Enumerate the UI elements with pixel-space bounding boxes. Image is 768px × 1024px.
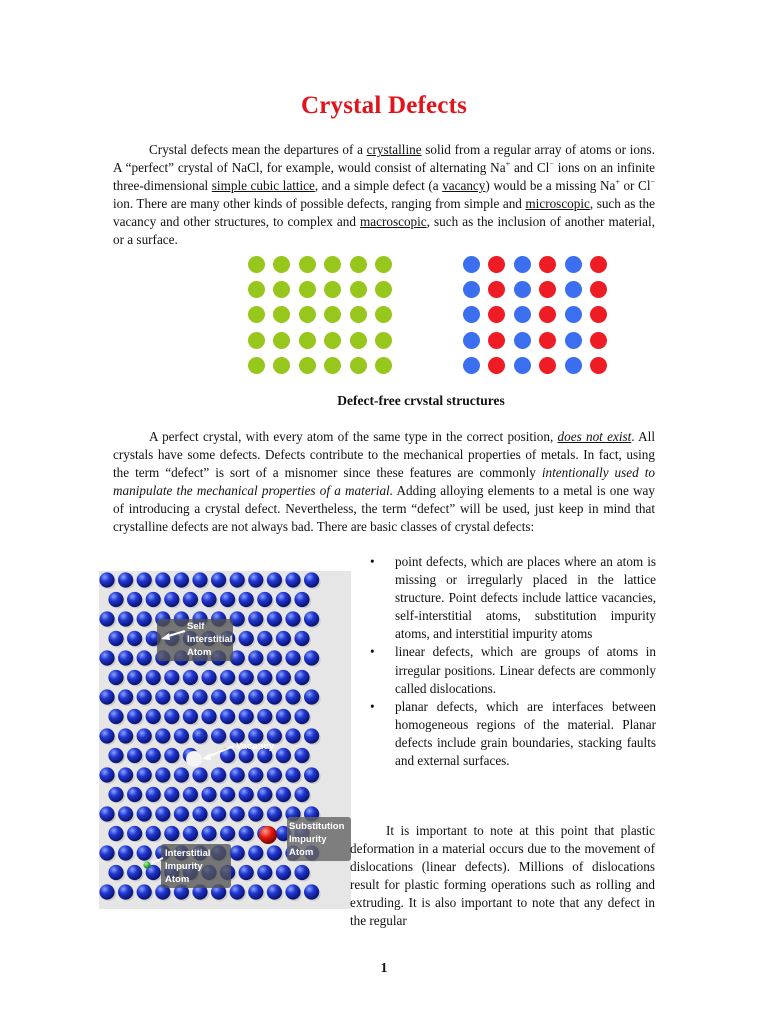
lattice-atom <box>192 806 207 821</box>
lattice-atom <box>108 865 123 880</box>
lattice-atom <box>164 592 179 607</box>
lattice-atom <box>304 650 319 665</box>
lattice-atom <box>220 787 235 802</box>
chlorine-atom <box>539 281 556 298</box>
lattice-atom <box>239 631 254 646</box>
lattice-atom <box>267 572 282 587</box>
lattice-atom <box>108 826 123 841</box>
chlorine-atom <box>539 332 556 349</box>
green-atom <box>350 306 367 323</box>
chlorine-atom <box>590 357 607 374</box>
green-atom <box>350 332 367 349</box>
sodium-atom <box>514 256 531 273</box>
list-item-point-defects <box>366 553 656 643</box>
lattice-atom <box>239 865 254 880</box>
crystalline-link[interactable]: crystalline <box>366 142 422 157</box>
chlorine-atom <box>539 306 556 323</box>
lattice-atom <box>108 631 123 646</box>
green-atom <box>375 256 392 273</box>
lattice-atom <box>248 611 263 626</box>
does-not-exist-link[interactable]: does not exist <box>557 429 632 444</box>
lattice-atom <box>118 572 133 587</box>
superscript-minus: − <box>650 177 655 187</box>
vacancy-site <box>186 751 202 767</box>
lattice-atom <box>99 884 114 899</box>
lattice-atom <box>146 826 161 841</box>
sodium-atom <box>463 306 480 323</box>
chlorine-atom <box>590 332 607 349</box>
lattice-atom <box>294 865 309 880</box>
lattice-atom <box>257 592 272 607</box>
lattice-atom <box>294 592 309 607</box>
green-atom <box>248 281 265 298</box>
green-atom <box>273 256 290 273</box>
lattice-atom <box>211 572 226 587</box>
figure-caption: Defect-free crvstal structures <box>337 393 505 408</box>
green-atom <box>299 306 316 323</box>
self-interstitial-label: Atom <box>187 647 212 658</box>
sodium-atom <box>565 306 582 323</box>
green-atom <box>375 306 392 323</box>
green-atom <box>324 256 341 273</box>
lattice-atom <box>118 650 133 665</box>
lattice-atom <box>294 631 309 646</box>
sodium-atom <box>463 332 480 349</box>
lattice-atom <box>294 748 309 763</box>
lattice-atom <box>108 670 123 685</box>
para-text: . All crystals have some defects. Defects contribute to the mechanical properties of metals. In fact, using the term “defect” is sort of a misnomer since these features are commonly <box>113 429 655 481</box>
lattice-atom <box>211 689 226 704</box>
page-number: 1 <box>380 961 388 976</box>
lattice-atom <box>248 572 263 587</box>
lattice-atom <box>99 767 114 782</box>
lattice-atom <box>239 670 254 685</box>
chlorine-atom <box>488 306 505 323</box>
lattice-atom <box>257 865 272 880</box>
lattice-atom <box>183 670 198 685</box>
lattice-atom <box>248 767 263 782</box>
lattice-atom <box>276 865 291 880</box>
lattice-atom <box>146 709 161 724</box>
lattice-atom <box>239 709 254 724</box>
lattice-atom <box>276 748 291 763</box>
lattice-atom <box>164 787 179 802</box>
lattice-atom <box>118 767 133 782</box>
bullet-icon: • <box>370 554 375 569</box>
substitution-impurity-atom <box>259 826 277 844</box>
self-interstitial-label: Self <box>187 621 205 632</box>
green-atom <box>375 357 392 374</box>
green-atom <box>299 256 316 273</box>
green-atom-grid <box>248 256 392 374</box>
list-item-text: planar defects, which are interfaces between homogeneous regions of the material. Planar defects include grain boundaries, stacking faults and external surfaces. <box>395 698 656 769</box>
green-atom <box>375 281 392 298</box>
lattice-atom <box>146 592 161 607</box>
lattice-atom <box>201 787 216 802</box>
vacancy-link[interactable]: vacancy <box>442 178 486 194</box>
lattice-atom <box>304 767 319 782</box>
green-atom <box>273 357 290 374</box>
green-atom <box>248 256 265 273</box>
defect-class-list <box>366 553 656 770</box>
lattice-atom <box>304 611 319 626</box>
lattice-atom <box>155 728 170 743</box>
green-atom <box>248 357 265 374</box>
intro-text: , and a simple defect (a <box>314 178 443 194</box>
lattice-atom <box>267 611 282 626</box>
lattice-atom <box>285 611 300 626</box>
lattice-atom <box>257 631 272 646</box>
green-atom <box>350 357 367 374</box>
chlorine-atom <box>590 256 607 273</box>
lattice-atom <box>118 806 133 821</box>
intro-paragraph <box>113 141 655 250</box>
green-atom <box>324 281 341 298</box>
lattice-atom <box>174 572 189 587</box>
lattice-atom <box>230 689 245 704</box>
list-item-linear-defects <box>366 643 656 697</box>
interstitial-impurity-label: Interstitial <box>165 848 211 859</box>
lattice-atom <box>211 767 226 782</box>
lattice-atom <box>174 767 189 782</box>
lattice-atom <box>127 670 142 685</box>
lattice-atom <box>276 592 291 607</box>
green-atom <box>350 281 367 298</box>
lattice-atom <box>164 709 179 724</box>
green-atom <box>299 357 316 374</box>
chlorine-atom <box>539 256 556 273</box>
chlorine-atom <box>488 357 505 374</box>
lattice-atom <box>220 709 235 724</box>
lattice-atom <box>276 787 291 802</box>
lattice-atom <box>201 709 216 724</box>
sodium-atom <box>565 332 582 349</box>
lattice-atom <box>99 611 114 626</box>
microscopic-link[interactable]: microscopic <box>525 196 590 212</box>
lattice-atom <box>304 884 319 899</box>
green-atom <box>350 256 367 273</box>
lattice-atom <box>127 748 142 763</box>
lattice-atom <box>267 884 282 899</box>
lattice-atom <box>146 670 161 685</box>
macroscopic-link[interactable]: macroscopic <box>360 214 427 230</box>
lattice-atom <box>276 709 291 724</box>
lattice-atom <box>211 728 226 743</box>
sodium-atom <box>463 357 480 374</box>
lattice-atom <box>192 767 207 782</box>
lattice-atom <box>239 826 254 841</box>
green-atom <box>324 332 341 349</box>
lattice-atom <box>192 572 207 587</box>
lattice-atom <box>137 572 152 587</box>
chlorine-atom <box>590 281 607 298</box>
sodium-atom <box>463 256 480 273</box>
lattice-atom <box>99 806 114 821</box>
lattice-atom <box>230 767 245 782</box>
lattice-atom <box>267 689 282 704</box>
lattice-atom <box>118 611 133 626</box>
lattice-atom <box>127 592 142 607</box>
substitution-impurity-label: Atom <box>289 847 314 858</box>
lattice-atom <box>294 709 309 724</box>
intro-text: and Cl <box>510 160 550 176</box>
lattice-atom <box>294 670 309 685</box>
lattice-atom <box>257 670 272 685</box>
lattice-atom <box>230 845 245 860</box>
lattice-atom <box>155 572 170 587</box>
lattice-atom <box>201 592 216 607</box>
lattice-atom <box>137 728 152 743</box>
page-title: Crystal Defects <box>300 92 468 119</box>
lattice-atom <box>174 689 189 704</box>
lattice-atom <box>164 826 179 841</box>
intro-text: Crystal defects mean the departures of a <box>149 142 367 157</box>
lattice-atom <box>99 650 114 665</box>
lattice-atom <box>239 787 254 802</box>
interstitial-impurity-label: Impurity <box>165 861 203 872</box>
lattice-atom <box>294 787 309 802</box>
lattice-atom <box>146 787 161 802</box>
lattice-atom <box>137 884 152 899</box>
lattice-atom <box>118 689 133 704</box>
lattice-atom <box>108 592 123 607</box>
para-text: A perfect crystal, with every atom of the same type in the correct position, <box>149 429 558 444</box>
list-item-text: point defects, which are places where an atom is missing or irregularly placed in the lattice structure. Point defects include lattice vacancies, self-interstitial atoms, substitution impurity atoms, and interstitial impurity atoms <box>395 554 656 642</box>
sodium-atom <box>514 306 531 323</box>
lattice-atom <box>220 670 235 685</box>
lattice-atom <box>118 728 133 743</box>
lattice-atom <box>146 748 161 763</box>
lattice-atom <box>267 845 282 860</box>
lattice-atom <box>192 728 207 743</box>
intro-text: ions on an infinite three-dimensional <box>113 160 655 194</box>
substitution-impurity-label: Impurity <box>289 834 327 845</box>
lattice-atom <box>285 689 300 704</box>
lattice-atom <box>137 689 152 704</box>
interstitial-impurity-label: Atom <box>165 874 190 885</box>
para-text: Adding alloying elements to a metal is one way of introducing a crystal defect. Nevertheless, the term “defect” will be used, just keep in mind that crystalline defects are not always bad. There are basic classes of crystal defects: <box>113 483 656 535</box>
lattice-atom <box>304 689 319 704</box>
lattice-atom <box>99 728 114 743</box>
lattice-atom <box>220 826 235 841</box>
self-interstitial-label: Interstitial <box>187 634 233 645</box>
list-item-text: linear defects, which are groups of atoms in irregular positions. Linear defects are commonly called dislocations. <box>395 644 656 696</box>
lattice-atom <box>276 670 291 685</box>
green-atom <box>248 306 265 323</box>
green-atom <box>273 281 290 298</box>
sodium-atom <box>565 357 582 374</box>
lattice-atom <box>257 709 272 724</box>
lattice-atom <box>137 767 152 782</box>
sodium-atom <box>565 281 582 298</box>
sodium-atom <box>514 281 531 298</box>
bullet-icon: • <box>370 644 375 660</box>
green-atom <box>248 332 265 349</box>
lattice-atom <box>164 748 179 763</box>
superscript-plus: + <box>505 159 511 169</box>
lattice-atom <box>248 845 263 860</box>
lattice-atom <box>220 592 235 607</box>
lattice-atom <box>267 806 282 821</box>
intro-text: solid from a regular array of atoms or ions. A “perfect” crystal of NaCl, for example, would consist of alternating Na <box>113 142 655 176</box>
lattice-atom <box>285 650 300 665</box>
lattice-atom <box>108 748 123 763</box>
sodium-atom <box>463 281 480 298</box>
lattice-atom <box>257 787 272 802</box>
substitution-impurity-label: Substitution <box>289 821 345 832</box>
lattice-atom <box>183 709 198 724</box>
vacancy-label: Vacancy <box>236 741 275 752</box>
lattice-atom <box>183 787 198 802</box>
lattice-atom <box>108 709 123 724</box>
intro-text: , such as the vacancy and other structures, to complex and <box>113 196 655 230</box>
lattice-atom <box>127 709 142 724</box>
chlorine-atom <box>590 306 607 323</box>
green-atom <box>273 332 290 349</box>
lattice-atom <box>304 728 319 743</box>
nacl-atom-grid <box>463 256 607 374</box>
lattice-atom <box>127 826 142 841</box>
intro-text: ) would be a missing Na <box>485 178 616 194</box>
lattice-atom <box>267 650 282 665</box>
lattice-atom <box>137 845 152 860</box>
lattice-atom <box>248 689 263 704</box>
emphasis-text: intentionally used to manipulate the mechanical properties of a material. <box>113 465 655 499</box>
sodium-atom <box>565 256 582 273</box>
lattice-atom <box>267 767 282 782</box>
green-atom <box>273 306 290 323</box>
lattice-atom <box>285 767 300 782</box>
lattice-atom <box>155 806 170 821</box>
simple-cubic-lattice-link[interactable]: simple cubic lattice <box>211 178 315 194</box>
lattice-atom <box>183 826 198 841</box>
lattice-atom <box>192 689 207 704</box>
lattice-atom <box>183 592 198 607</box>
lattice-atom <box>285 572 300 587</box>
bullet-icon: • <box>370 698 375 714</box>
dislocation-paragraph: It is important to note at this point that plastic deformation in a material occurs due to the movement of dislocations (linear defects). Millions of dislocations result for plastic forming operations such as rolling and extruding. It is also important to note that any defect in the regular <box>350 823 655 929</box>
lattice-atom <box>174 728 189 743</box>
body-paragraph <box>113 428 655 537</box>
lattice-atom <box>127 865 142 880</box>
superscript-plus: + <box>615 177 620 187</box>
lattice-atom <box>304 572 319 587</box>
lattice-atom <box>248 650 263 665</box>
lattice-atom <box>118 884 133 899</box>
chlorine-atom <box>488 281 505 298</box>
lattice-atom <box>239 592 254 607</box>
chlorine-atom <box>488 256 505 273</box>
lattice-atom <box>248 884 263 899</box>
green-atom <box>299 332 316 349</box>
green-atom <box>299 281 316 298</box>
lattice-atom <box>248 806 263 821</box>
lattice-atom <box>230 572 245 587</box>
intro-text: or Cl <box>619 178 651 194</box>
lattice-atom <box>137 806 152 821</box>
lattice-atom <box>211 806 226 821</box>
lattice-atom <box>118 845 133 860</box>
lattice-atom <box>155 767 170 782</box>
lattice-atom <box>155 689 170 704</box>
list-item-planar-defects <box>366 698 656 770</box>
chlorine-atom <box>539 357 556 374</box>
lattice-atom <box>137 611 152 626</box>
intro-text: , such as the inclusion of another material, or a surface. <box>113 214 655 248</box>
lattice-atom <box>99 572 114 587</box>
lattice-atom <box>99 689 114 704</box>
lattice-atom <box>276 631 291 646</box>
lattice-atom <box>285 728 300 743</box>
sodium-atom <box>514 357 531 374</box>
lattice-atom <box>99 845 114 860</box>
intro-text: ion. There are many other kinds of possible defects, ranging from simple and <box>113 196 526 212</box>
lattice-atom <box>164 670 179 685</box>
lattice-atom <box>127 787 142 802</box>
lattice-atom <box>127 631 142 646</box>
interstitial-impurity-atom <box>143 861 150 868</box>
superscript-minus: − <box>549 159 554 169</box>
lattice-atom <box>230 884 245 899</box>
green-atom <box>324 357 341 374</box>
chlorine-atom <box>488 332 505 349</box>
sodium-atom <box>514 332 531 349</box>
lattice-atom <box>285 884 300 899</box>
lattice-atom <box>108 787 123 802</box>
lattice-atom <box>230 806 245 821</box>
green-atom <box>375 332 392 349</box>
lattice-atom <box>174 806 189 821</box>
lattice-atom <box>137 650 152 665</box>
lattice-atom <box>201 826 216 841</box>
green-atom <box>324 306 341 323</box>
lattice-atom <box>201 670 216 685</box>
crystal-lattice-illustration <box>99 571 351 909</box>
